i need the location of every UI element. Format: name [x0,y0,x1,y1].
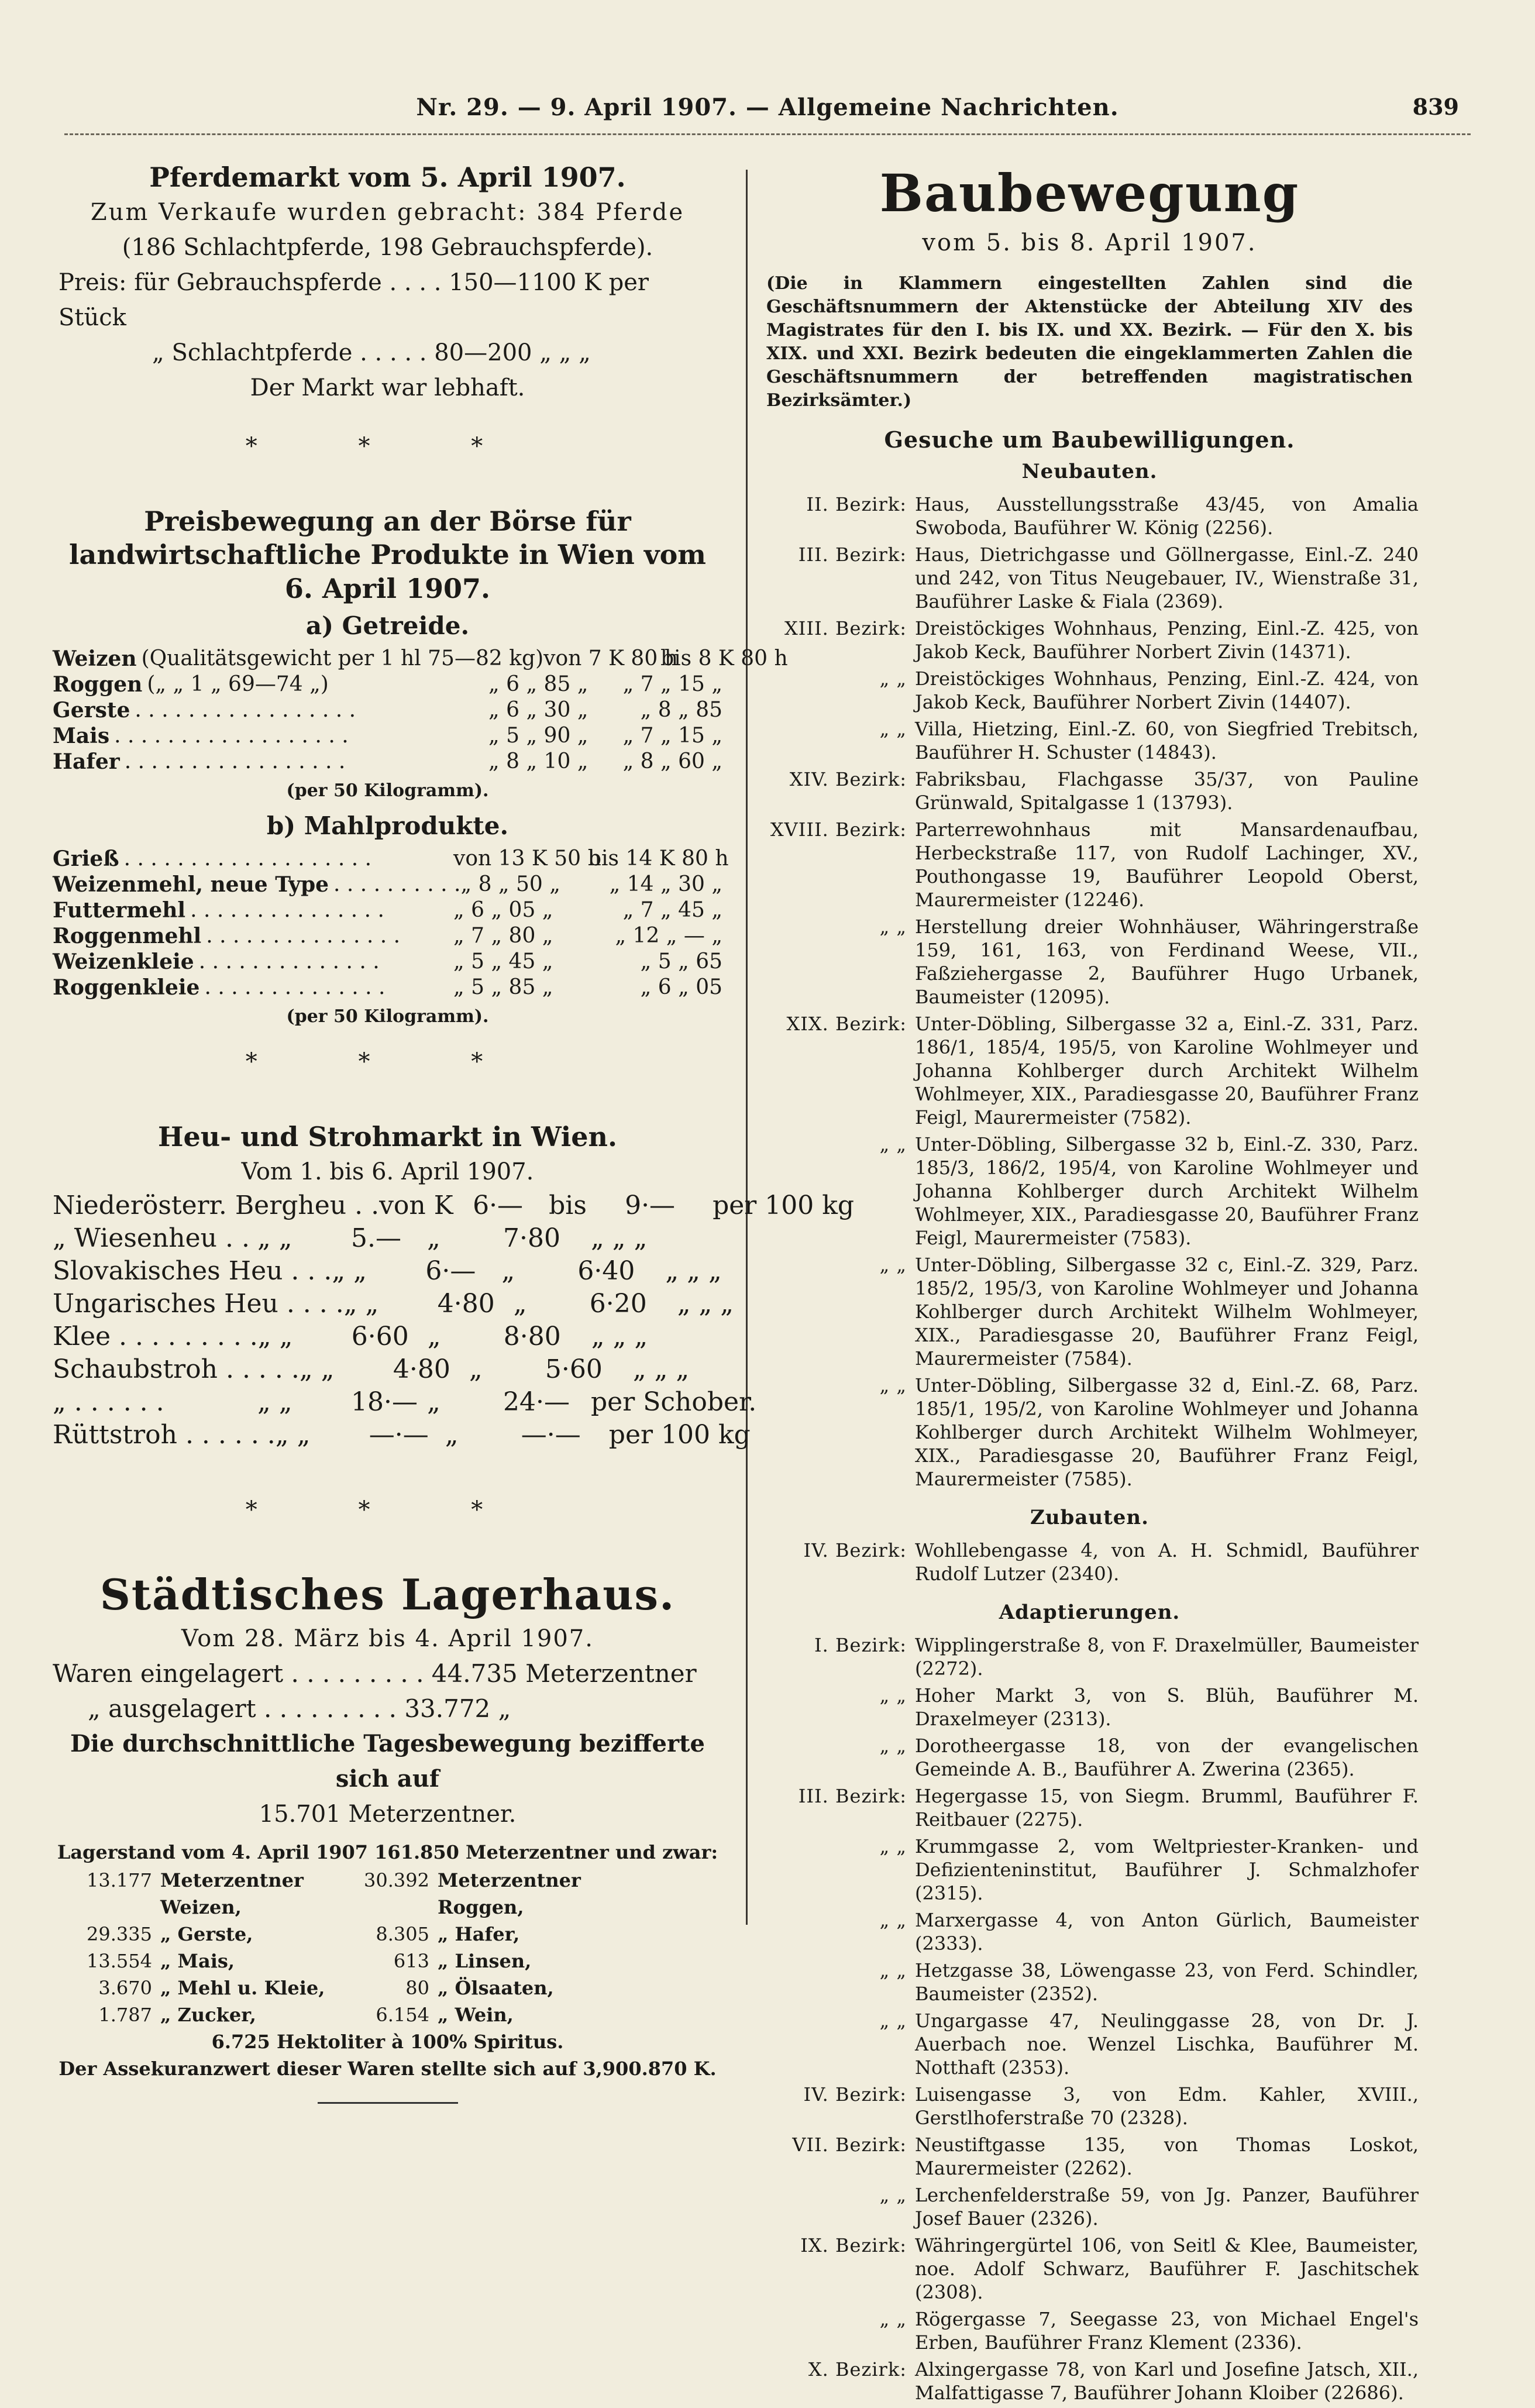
stock-cell: 6.154 [376,2003,429,2026]
entry-district: „ „ [879,1133,907,1155]
boerse-title: Preisbewegung an der Börse für landwirtschaftliche Produkte in Wien vom 6. April 1907. [69,505,706,604]
row-bis: „ 7 „ 45 „ [622,898,722,922]
lagerhaus-line: 15.701 Meterzentner. [259,1800,517,1828]
entry-text: Fabriksbau, Flachgasse 35/37, von Pauline Grünwald, Spitalgasse 1 (13793). [915,768,1419,814]
heu-cell: „ [501,1255,515,1286]
bau-entry [760,2083,1419,2130]
heu-cell: „ „ „ [677,1288,734,1319]
heu-cell: 18·— [351,1387,418,1417]
entry-district: XIV. Bezirk: [789,768,907,790]
entry-district: XIII. Bezirk: [784,617,907,639]
section-separator: * * * [245,1048,530,1075]
row-von: „ 5 „ 90 „ [488,724,588,748]
heu-cell: 6·— [473,1190,524,1220]
row-spec: . . . . . . . . . . . . . . . . . . . [123,847,372,871]
stock-row [53,2001,722,2028]
lagerhaus-line: Lagerstand vom 4. April 1907 161.850 Meterzentner und zwar: [57,1841,718,1863]
heu-cell: 6·— [425,1255,476,1286]
bau-entry [760,2133,1419,2180]
stock-cell: 13.554 [87,1949,152,1972]
stock-cell: 80 [405,1976,429,1999]
neubauten-heading: Neubauten. [1021,460,1158,483]
entry-text: Wipplingerstraße 8, von F. Draxelmüller, Baumeister (2272). [915,1634,1419,1680]
heu-cell: „ [427,1387,440,1417]
entry-text: Lerchenfelderstraße 59, von Jg. Panzer, Bauführer Josef Bauer (2326). [915,2184,1419,2230]
row-label: Roggenkleie [53,975,200,1000]
heu-row [53,1320,722,1353]
entry-district: „ „ [879,1835,907,1857]
bau-entry [760,1539,1419,1585]
bau-entry [760,2183,1419,2230]
entry-district: „ „ [879,1374,907,1396]
entry-text: Dreistöckiges Wohnhaus, Penzing, Einl.-Z. 425, von Jakob Keck, Bauführer Norbert Zivin (14371). [915,617,1419,663]
entry-district: III. Bezirk: [798,543,907,566]
heu-row [53,1419,751,1451]
lagerhaus-title: Städtisches Lagerhaus. [99,1569,676,1619]
row-bis: „ 5 „ 65 [640,950,722,973]
row-von: von 13 K 50 h [453,847,601,871]
row-bis: „ 14 „ 30 „ [609,872,722,896]
row-label: Weizenkleie [53,950,194,974]
entry-district: II. Bezirk: [806,493,907,515]
heu-cell: 6·40 [577,1255,635,1286]
entry-text: Hegergasse 15, von Siegm. Brumml, Bauführer F. Reitbauer (2275). [915,1785,1419,1831]
entry-district: „ „ [879,1254,907,1276]
row-spec: . . . . . . . . . . . . . . . . . [135,698,356,722]
heu-cell: „ „ [257,1387,292,1417]
heu-label: „ . . . . . . [53,1387,164,1417]
entry-text: Dreistöckiges Wohnhaus, Penzing, Einl.-Z. 424, von Jakob Keck, Bauführer Norbert Zivin (14407). [915,668,1419,713]
row-bis: bis 14 K 80 h [588,847,729,871]
heu-cell: 5·60 [545,1354,603,1384]
pferdemarkt-line: Zum Verkaufe wurden gebracht: 384 Pferde [90,198,685,226]
entry-text: Hoher Markt 3, von S. Blüh, Bauführer M. Draxelmeyer (2313). [915,1684,1419,1730]
entry-district: „ „ [879,1735,907,1757]
bau-entry [760,1734,1419,1781]
row-von: von 7 K 80 h [543,646,678,670]
pferdemarkt-section [53,161,722,405]
stock-cell: „ Linsen, [438,1949,532,1972]
heu-cell: „ „ [332,1255,367,1286]
bau-entry [760,818,1419,911]
heu-cell: „ „ „ [665,1255,722,1286]
lagerhaus-line: Waren eingelagert . . . . . . . . . 44.735 Meterzentner [53,1659,697,1688]
heu-label: Slovakisches Heu . . . [53,1255,332,1286]
price-row [53,872,722,897]
heu-cell: „ „ „ [591,1223,648,1253]
bau-entry [760,1012,1419,1129]
row-spec: . . . . . . . . . . . . . . [198,950,380,973]
heu-cell: „ [427,1321,441,1351]
unit-note: (per 50 Kilogramm). [286,1006,489,1027]
section-separator: * * * [245,432,530,460]
row-label: Roggen [53,672,143,697]
lagerhaus-line: Die durchschnittliche Tagesbewegung bezifferte sich auf [70,1729,705,1793]
entry-district: VII. Bezirk: [792,2134,907,2156]
row-label: Futtermehl [53,898,186,923]
entry-text: Krummgasse 2, vom Weltpriester-Kranken- und Defizienteninstitut, Bauführer J. Schmalzhofer (2315). [915,1835,1419,1904]
lagerhaus-line: Der Assekuranzwert dieser Waren stellte sich auf 3,900.870 K. [58,2057,717,2080]
entry-district: „ „ [879,2184,907,2206]
entry-text: Parterrewohnhaus mit Mansardenaufbau, Herbeckstraße 117, von Rudolf Lachinger, XV., Pouthongasse 19, Bauführer Leopold Oberst, Maurermeister (12246). [915,818,1419,911]
bau-entry [760,2358,1419,2404]
zubauten-heading: Zubauten. [1030,1506,1149,1529]
section-separator: * * * [245,1496,530,1523]
heu-cell: „ „ [257,1321,293,1351]
entry-text: Unter-Döbling, Silbergasse 32 a, Einl.-Z. 331, Parz. 186/1, 185/4, 195/5, von Karoline Wohlmeyer und Johanna Kohlberger durch Architekt Wilhelm Wohlmeyer, XIX., Paradiesgasse 20, Bauführer Franz Feigl, Maurermeister (7582). [915,1013,1419,1129]
price-row [53,846,729,872]
row-bis: bis 8 K 80 h [660,646,788,670]
heu-title: Heu- und Strohmarkt in Wien. [157,1121,617,1153]
row-bis: „ 7 „ 15 „ [622,672,722,696]
heu-cell: per 100 kg [608,1419,751,1450]
stock-cell: Meterzentner Weizen, [160,1869,304,1918]
stock-cell: „ Mehl u. Kleie, [160,1976,325,1999]
entry-district: „ „ [879,916,907,938]
row-spec: . . . . . . . . . . . . . . . [190,898,384,922]
heu-label: Ungarisches Heu . . . . [53,1288,344,1319]
heu-cell: —·— [521,1419,581,1450]
entry-text: Unter-Döbling, Silbergasse 32 d, Einl.-Z. 68, Parz. 185/1, 195/2, von Karoline Wohlmeyer und Johanna Kohlberger durch Architekt Wilhelm Wohlmeyer, XIX., Paradiesgasse 20, Bauführer Franz Feigl, Maurermeister (7585). [915,1374,1419,1490]
heu-cell: „ „ [275,1419,311,1450]
stock-cell: „ Gerste, [160,1922,253,1945]
entry-text: Unter-Döbling, Silbergasse 32 c, Einl.-Z. 329, Parz. 185/2, 195/3, von Karoline Wohlmeyer und Johanna Kohlberger durch Architekt Wilhelm Wohlmeyer, XIX., Paradiesgasse 20, Bauführer Franz Feigl, Maurermeister (7584). [915,1254,1419,1370]
entry-text: Villa, Hietzing, Einl.-Z. 60, von Siegfried Trebitsch, Bauführer H. Schuster (14843). [915,718,1419,763]
heu-cell: „ „ [343,1288,379,1319]
row-von: „ 8 „ 10 „ [488,749,588,773]
row-spec: („ „ 1 „ 69—74 „) [147,672,329,696]
heu-cell: 7·80 [503,1223,560,1253]
heu-row [53,1386,757,1419]
row-label: Weizen [53,646,137,671]
pferdemarkt-line: (186 Schlachtpferde, 198 Gebrauchspferde). [122,233,653,261]
entry-text: Unter-Döbling, Silbergasse 32 b, Einl.-Z. 330, Parz. 185/3, 186/2, 195/4, von Karoline Wohlmeyer und Johanna Kohlberger durch Architekt Wilhelm Wohlmeyer, XIX., Paradiesgasse 20, Bauführer Franz Feigl, Maurermeister (7583). [915,1133,1419,1249]
price-row [53,975,722,1000]
bau-entry [760,717,1419,764]
stock-cell: 29.335 [87,1922,152,1945]
heu-cell: —·— [369,1419,429,1450]
row-label: Mais [53,724,110,748]
row-von: „ 6 „ 05 „ [453,898,553,922]
bau-entry [760,2307,1419,2354]
bau-entry [760,1784,1419,1831]
heu-label: Klee . . . . . . . . . [53,1321,258,1351]
bau-entry [760,2009,1419,2079]
entry-text: Haus, Ausstellungsstraße 43/45, von Amalia Swoboda, Bauführer W. König (2256). [915,493,1419,539]
bau-entry [760,1684,1419,1731]
entry-text: Ungargasse 47, Neulinggasse 28, von Dr. J. Auerbach noe. Wenzel Lischka, Bauführer M. Notthaft (2353). [915,2010,1419,2079]
heu-cell: „ „ [257,1223,292,1253]
heu-cell: 4·80 [393,1354,450,1384]
end-rule [318,2102,458,2104]
header-rule [64,133,1471,135]
row-spec: . . . . . . . . . . . . . . [204,975,386,999]
heu-cell: bis [549,1190,587,1220]
bau-entry [760,1253,1419,1370]
entry-text: Luisengasse 3, von Edm. Kahler, XVIII., Gerstlhoferstraße 70 (2328). [915,2083,1419,2129]
entry-district: IV. Bezirk: [803,1539,907,1561]
pferdemarkt-title: Pferdemarkt vom 5. April 1907. [149,161,626,193]
stock-cell: Meterzentner Roggen, [438,1869,581,1918]
entry-district: XVIII. Bezirk: [770,818,907,841]
bau-entry [760,1133,1419,1250]
lagerhaus-subtitle: Vom 28. März bis 4. April 1907. [181,1625,594,1652]
bau-entry [760,493,1419,539]
heu-label: Rüttstroh . . . . . . [53,1419,276,1450]
entry-text: Währingergürtel 106, von Seitl & Klee, Baumeister, noe. Adolf Schwarz, Bauführer F. Jaschitschek (2308). [915,2234,1419,2303]
row-bis: „ 12 „ — „ [615,924,722,948]
entry-text: Haus, Dietrichgasse und Göllnergasse, Einl.-Z. 240 und 242, von Titus Neugebauer, IV., Wienstraße 31, Bauführer Laske & Fiala (2369). [915,543,1419,613]
stock-row [53,1974,722,2001]
boerse-section [53,505,788,1027]
price-row [53,646,788,672]
stock-cell: „ Mais, [160,1949,235,1972]
heu-cell: „ [427,1223,440,1253]
row-von: „ 7 „ 80 „ [453,924,553,948]
heu-label: Niederösterr. Bergheu . . [53,1190,380,1220]
entry-district: „ „ [879,718,907,740]
row-spec: . . . . . . . . . . . . . . . [206,924,401,948]
stock-row [53,1921,722,1948]
stock-cell: 613 [393,1949,429,1972]
heu-cell: 4·80 [437,1288,495,1319]
row-spec: . . . . . . . . . . . . . . . . . [124,749,346,773]
row-von: „ 5 „ 45 „ [453,950,553,973]
stock-cell: „ Ölsaaten, [438,1976,554,1999]
entry-district: „ „ [879,2010,907,2032]
unit-note: (per 50 Kilogramm). [286,780,489,801]
heu-cell: 9·— [625,1190,676,1220]
heu-row [53,1255,722,1288]
heu-section [53,1120,855,1451]
bau-entry [760,617,1419,663]
entry-text: Marxergasse 4, von Anton Gürlich, Baumeister (2333). [915,1909,1419,1955]
stock-cell: 30.392 [364,1869,429,1891]
entry-text: Herstellung dreier Wohnhäuser, Währingerstraße 159, 161, 163, von Ferdinand Weese, VII., Faßziehergasse 2, Bauführer Hugo Urbanek, Baumeister (12095). [915,916,1419,1008]
heu-label: Schaubstroh . . . . . [53,1354,300,1384]
price-row [53,697,722,723]
entry-district: IX. Bezirk: [800,2234,907,2256]
baubewegung-intro: (Die in Klammern eingestellten Zahlen sind die Geschäftsnummern der Aktenstücke der Abteilung XIV des Magistrates für den I. bis IX. und XX. Bezirk. — Für den X. bis XIX. und XXI. Bezirk bedeuten die eingeklammerten Zahlen die Geschäftsnummern der betreffenden magistratischen Bezirksämter.) [766,273,1413,411]
stock-row [53,1948,722,1974]
entry-district: XIX. Bezirk: [786,1013,907,1035]
stock-cell: 13.177 [87,1869,152,1891]
stock-cell: „ Zucker, [160,2003,256,2026]
heu-cell: „ „ „ [632,1354,690,1384]
stock-cell: „ Wein, [438,2003,514,2026]
row-von: „ 6 „ 85 „ [488,672,588,696]
entry-district: IV. Bezirk: [803,2083,907,2106]
entry-text: Dorotheergasse 18, von der evangelischen Gemeinde A. B., Bauführer A. Zwerina (2365). [915,1735,1419,1780]
stock-cell: 1.787 [98,2003,152,2026]
lagerhaus-line: „ ausgelagert . . . . . . . . . 33.772 „ [88,1694,511,1723]
bau-entry [760,543,1419,613]
heu-cell: per Schober. [591,1387,757,1417]
pferdemarkt-line: Der Markt war lebhaft. [250,374,525,401]
pferdemarkt-line: „ Schlachtpferde . . . . . 80—200 „ „ „ [152,339,591,366]
row-spec: . . . . . . . . . . . . . . . . . . [114,724,349,748]
bau-entry [760,1908,1419,1955]
entry-text: Hetzgasse 38, Löwengasse 23, von Ferd. Schindler, Baumeister (2352). [915,1959,1419,2005]
stock-cell: „ Hafer, [438,1922,520,1945]
row-von: „ 6 „ 30 „ [488,698,588,722]
entry-district: III. Bezirk: [798,1785,907,1807]
row-label: Grieß [53,847,119,871]
mahl-heading: b) Mahlprodukte. [266,811,509,840]
entry-district: „ „ [879,2308,907,2330]
bau-entry [760,1633,1419,1680]
row-spec: . . . . . . . . . . [333,872,461,896]
heu-cell: „ [513,1288,527,1319]
row-bis: „ 8 „ 60 „ [622,749,722,773]
baubewegung-subtitle: vom 5. bis 8. April 1907. [922,229,1257,256]
page-header [64,94,1471,129]
baubewegung-title: Baubewegung [879,163,1300,223]
heu-cell: „ „ „ [591,1321,648,1351]
heu-cell: 8·80 [503,1321,561,1351]
price-row [53,923,722,949]
stock-table [53,1867,722,2028]
row-bis: „ 7 „ 15 „ [622,724,722,748]
getreide-heading: a) Getreide. [305,611,470,640]
row-spec: (Qualitätsgewicht per 1 hl 75—82 kg) [141,646,544,670]
heu-cell: 24·— [503,1387,570,1417]
bau-entry [760,768,1419,814]
heu-cell: „ „ [299,1354,335,1384]
price-row [53,672,722,697]
bau-entry [760,1374,1419,1491]
row-label: Gerste [53,698,130,723]
stock-cell: 3.670 [98,1976,152,1999]
heu-cell: „ [469,1354,483,1384]
price-row [53,897,722,923]
heu-cell: 5.— [351,1223,401,1253]
heu-row [53,1353,722,1386]
entry-text: Alxingergasse 78, von Karl und Josefine Jatsch, XII., Malfattigasse 7, Bauführer Johann Kloiber (22686). [915,2358,1419,2404]
row-label: Roggenmehl [53,924,202,948]
row-von: „ 8 „ 50 „ [460,872,560,896]
row-bis: „ 6 „ 05 [640,975,722,999]
entry-text: Rögergasse 7, Seegasse 23, von Michael Engel's Erben, Bauführer Franz Klement (2336). [915,2308,1419,2354]
pferdemarkt-line: Preis: für Gebrauchspferde . . . . 150—1100 K per Stück [58,269,649,331]
column-divider [746,170,748,1925]
entry-district: X. Bezirk: [808,2358,907,2381]
row-von: „ 5 „ 85 „ [453,975,553,999]
heu-cell: von K [379,1190,453,1220]
heu-row [53,1222,722,1255]
heu-cell: per 100 kg [713,1190,855,1220]
stock-cell: 8.305 [376,1922,429,1945]
heu-row [53,1288,734,1320]
entry-district: „ „ [879,1909,907,1931]
adaptierungen-heading: Adaptierungen. [999,1601,1180,1624]
entry-district: „ „ [879,1959,907,1982]
heu-subtitle: Vom 1. bis 6. April 1907. [241,1158,534,1185]
heu-cell: 6·60 [351,1321,409,1351]
bau-entry [760,667,1419,714]
stock-row [53,1867,722,1921]
right-column [760,155,1419,2408]
entry-district: I. Bezirk: [814,1634,907,1656]
entry-district: „ „ [879,1684,907,1707]
bau-entry [760,1959,1419,2005]
price-row [53,723,722,749]
heu-label: „ Wiesenheu . . [53,1223,250,1253]
gesuche-heading: Gesuche um Baubewilligungen. [884,426,1295,453]
bau-entry [760,915,1419,1009]
lagerhaus-section [53,1568,722,2104]
bau-entry [760,1835,1419,1905]
entry-text: Neustiftgasse 135, von Thomas Loskot, Maurermeister (2262). [915,2134,1419,2179]
row-label: Weizenmehl, neue Type [53,872,329,897]
heu-row [53,1189,855,1222]
entry-district: „ „ [879,668,907,690]
heu-cell: 6·20 [589,1288,647,1319]
price-row [53,749,722,775]
lagerhaus-line: 6.725 Hektoliter à 100% Spiritus. [211,2030,564,2053]
row-bis: „ 8 „ 85 [640,698,722,722]
row-label: Hafer [53,749,120,774]
header-title: Nr. 29. — 9. April 1907. — Allgemeine Nachrichten. [416,94,1119,121]
bau-entry [760,2234,1419,2304]
page-number: 839 [1412,94,1459,120]
price-row [53,949,722,975]
entry-text: Wohllebengasse 4, von A. H. Schmidl, Bauführer Rudolf Lutzer (2340). [915,1539,1419,1585]
heu-cell: „ [445,1419,459,1450]
